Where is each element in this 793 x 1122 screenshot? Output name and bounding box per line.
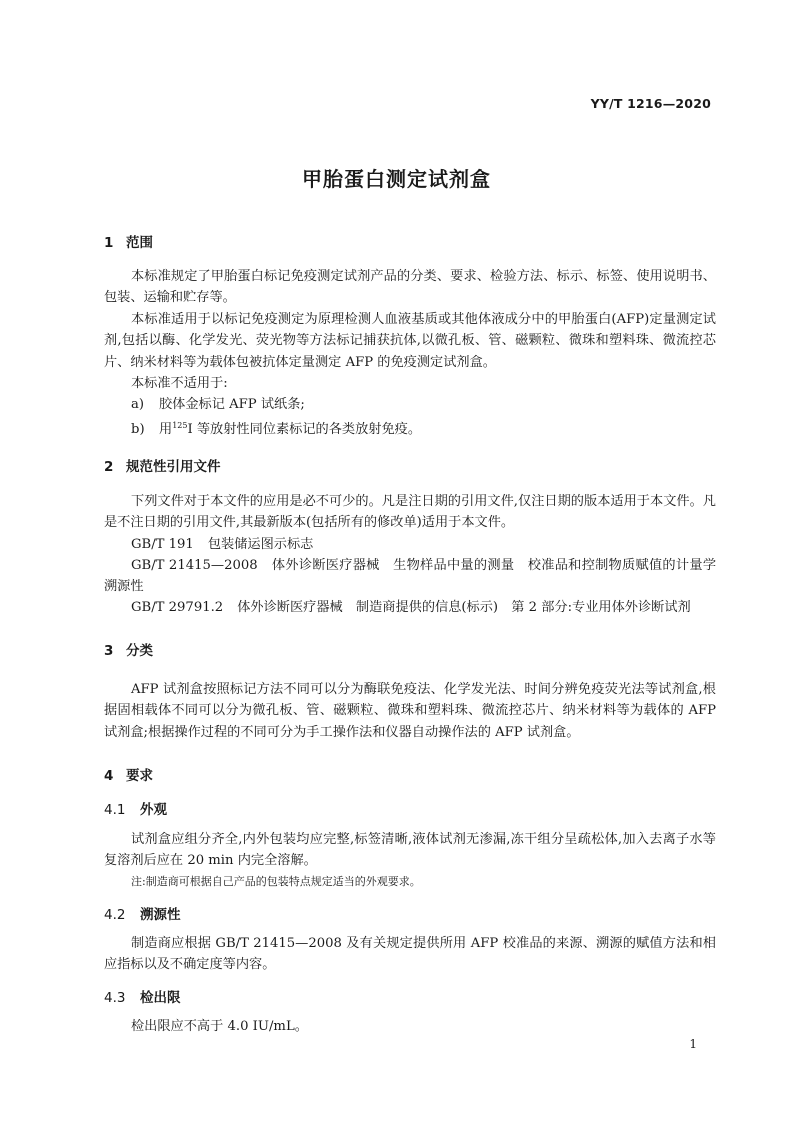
note: 注:制造商可根据自己产品的包装特点规定适当的外观要求。 xyxy=(131,875,421,888)
section-2-heading xyxy=(104,455,221,475)
reference-code: GB/T 191 xyxy=(131,537,194,552)
section-title: 检出限 xyxy=(140,990,181,1006)
section-title: 外观 xyxy=(140,802,167,818)
section-title: 要求 xyxy=(126,768,153,784)
section-4-3-heading xyxy=(104,986,181,1006)
standard-code: YY/T 1216—2020 xyxy=(590,96,711,111)
reference-title: 体外诊断医疗器械 生物样品中量的测量 校准品和控制物质赋值的计量学溯源性 xyxy=(104,558,717,595)
reference-code: GB/T 29791.2 xyxy=(131,600,224,615)
section-4-3-paragraph: 检出限应不高于 4.0 IU/mL。 xyxy=(131,1019,308,1034)
section-number: 3 xyxy=(104,643,114,659)
isotope-superscript: 125 xyxy=(172,421,188,430)
reference-title: 体外诊断医疗器械 制造商提供的信息(标示) 第 2 部分:专业用体外诊断试剂 xyxy=(237,600,691,615)
section-title: 分类 xyxy=(126,643,153,659)
section-number: 4 xyxy=(104,768,114,784)
list-item-a xyxy=(131,394,305,415)
section-4-heading xyxy=(104,764,153,784)
reference-code: GB/T 21415—2008 xyxy=(131,558,258,573)
list-label: a) xyxy=(131,397,145,412)
section-number: 4.1 xyxy=(104,802,126,818)
list-text-pre: 用 xyxy=(159,422,173,437)
document-title: 甲胎蛋白测定试剂盒 xyxy=(302,167,491,191)
page-number: 1 xyxy=(689,1037,697,1051)
reference-item xyxy=(104,555,716,598)
section-2-paragraph-1: 下列文件对于本文件的应用是必不可少的。凡是注日期的引用文件,仅注日期的版本适用于本文件。凡是不注日期的引用文件,其最新版本(包括所有的修改单)适用于本文件。 xyxy=(104,494,716,531)
list-text: 胶体金标记 AFP 试纸条; xyxy=(159,397,305,412)
section-4-2-heading xyxy=(104,903,181,923)
section-number: 1 xyxy=(104,235,114,251)
section-1-paragraph-1: 本标准规定了甲胎蛋白标记免疫测定试剂产品的分类、要求、检验方法、标示、标签、使用说明书、包装、运输和贮存等。 xyxy=(104,269,716,306)
section-title: 范围 xyxy=(126,235,153,251)
section-title: 溯源性 xyxy=(140,907,181,923)
reference-item xyxy=(104,597,716,618)
section-4-1-heading xyxy=(104,798,167,818)
list-item-b xyxy=(131,415,421,440)
section-1-paragraph-2: 本标准适用于以标记免疫测定为原理检测人血液基质或其他体液成分中的甲胎蛋白(AFP)定量测定试剂,包括以酶、化学发光、荧光物等方法标记捕获抗体,以微孔板、管、磁颗粒、微珠和塑料珠、微流控芯片、纳米材料等为载体包被抗体定量测定 AFP 的免疫测定试剂盒。 xyxy=(104,312,716,370)
section-3-paragraph-1: AFP 试剂盒按照标记方法不同可以分为酶联免疫法、化学发光法、时间分辨免疫荧光法等试剂盒,根据固相载体不同可以分为微孔板、管、磁颗粒、微珠和塑料珠、微流控芯片、纳米材料等为载体的 AFP 试剂盒;根据操作过程的不同可分为手工操作法和仪器自动操作法的 AFP 试剂盒。 xyxy=(104,682,716,740)
section-number: 4.2 xyxy=(104,907,126,923)
section-number: 2 xyxy=(104,459,114,475)
section-title: 规范性引用文件 xyxy=(126,459,221,475)
reference-item xyxy=(104,534,716,555)
reference-title: 包装储运图示标志 xyxy=(207,537,314,552)
section-3-heading xyxy=(104,639,153,659)
section-number: 4.3 xyxy=(104,990,126,1006)
section-4-2-paragraph: 制造商应根据 GB/T 21415—2008 及有关规定提供所用 AFP 校准品的来源、溯源的赋值方法和相应指标以及不确定度等内容。 xyxy=(104,936,716,973)
section-1-paragraph-3: 本标准不适用于: xyxy=(131,376,228,391)
section-4-1-paragraph: 试剂盒应组分齐全,内外包装均应完整,标签清晰,液体试剂无渗漏,冻干组分呈疏松体,加入去离子水等复溶剂后应在 20 min 内完全溶解。 xyxy=(104,832,716,869)
section-1-heading xyxy=(104,231,153,251)
list-label: b) xyxy=(131,422,145,437)
list-text-post: I 等放射性同位素标记的各类放射免疫。 xyxy=(187,422,422,437)
